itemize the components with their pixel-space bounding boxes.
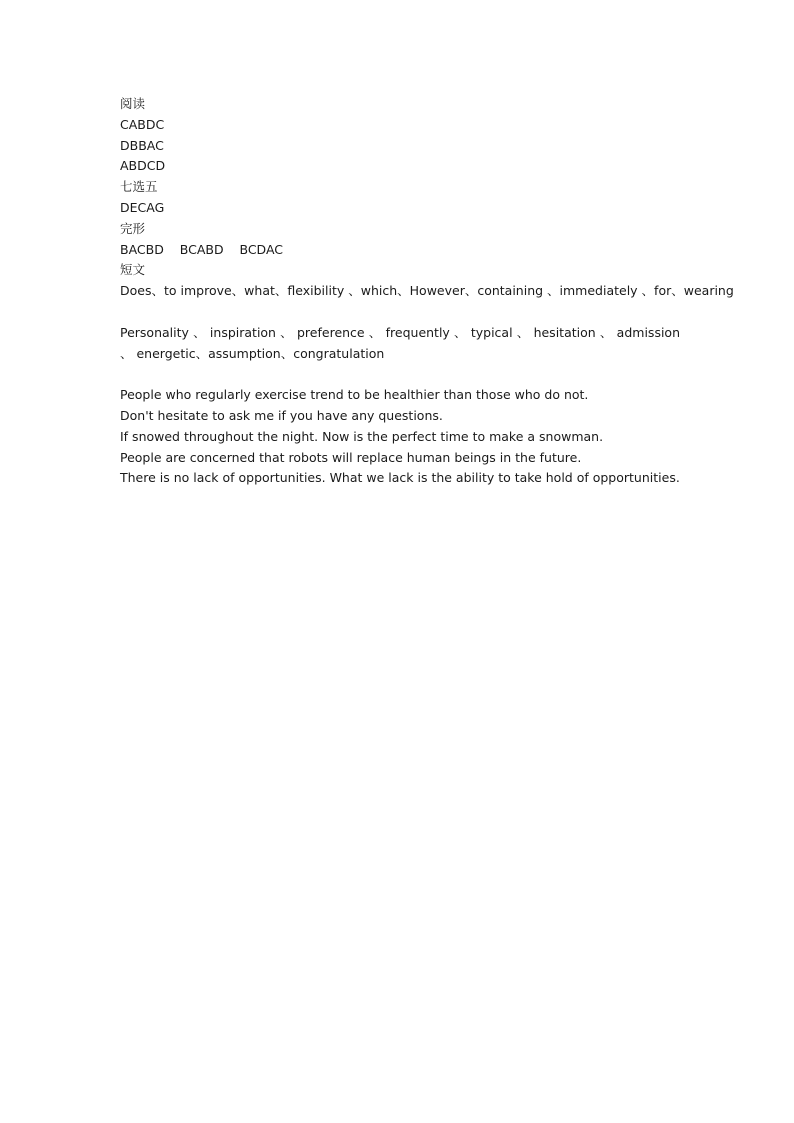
reading-answers-2: DBBAC [120, 137, 164, 153]
cloze-heading: 完形 [120, 220, 146, 236]
vocabulary-answers: Personality 、 inspiration 、 preference 、 frequently 、 typical 、 hesitation 、 admission 、 energetic、assumption、congratulation [120, 324, 680, 361]
sentence-2: Don't hesitate to ask me if you have any questions. [120, 407, 443, 423]
answer-key-document [120, 94, 734, 489]
reading-answers-3: ABDCD [120, 158, 166, 174]
spacer [120, 302, 680, 323]
cloze-answers: BACBD BCABD BCDAC [120, 241, 284, 257]
seven-choose-five-answers: DECAG [120, 199, 165, 215]
short-passage-heading: 短文 [120, 262, 146, 278]
reading-answers-1: CABDC [120, 116, 165, 132]
sentence-1: People who regularly exercise trend to be healthier than those who do not. [120, 387, 589, 403]
sentence-4: People are concerned that robots will replace human beings in the future. [120, 449, 582, 465]
short-passage-answers: Does、to improve、what、flexibility 、which、However、containing 、immediately 、for、wearing [120, 283, 734, 299]
seven-choose-five-heading: 七选五 [120, 179, 158, 195]
reading-heading: 阅读 [120, 96, 146, 111]
spacer [120, 364, 680, 385]
sentence-5: There is no lack of opportunities. What we lack is the ability to take hold of opportunities. [120, 470, 680, 486]
sentence-3: If snowed throughout the night. Now is the perfect time to make a snowman. [120, 428, 604, 444]
